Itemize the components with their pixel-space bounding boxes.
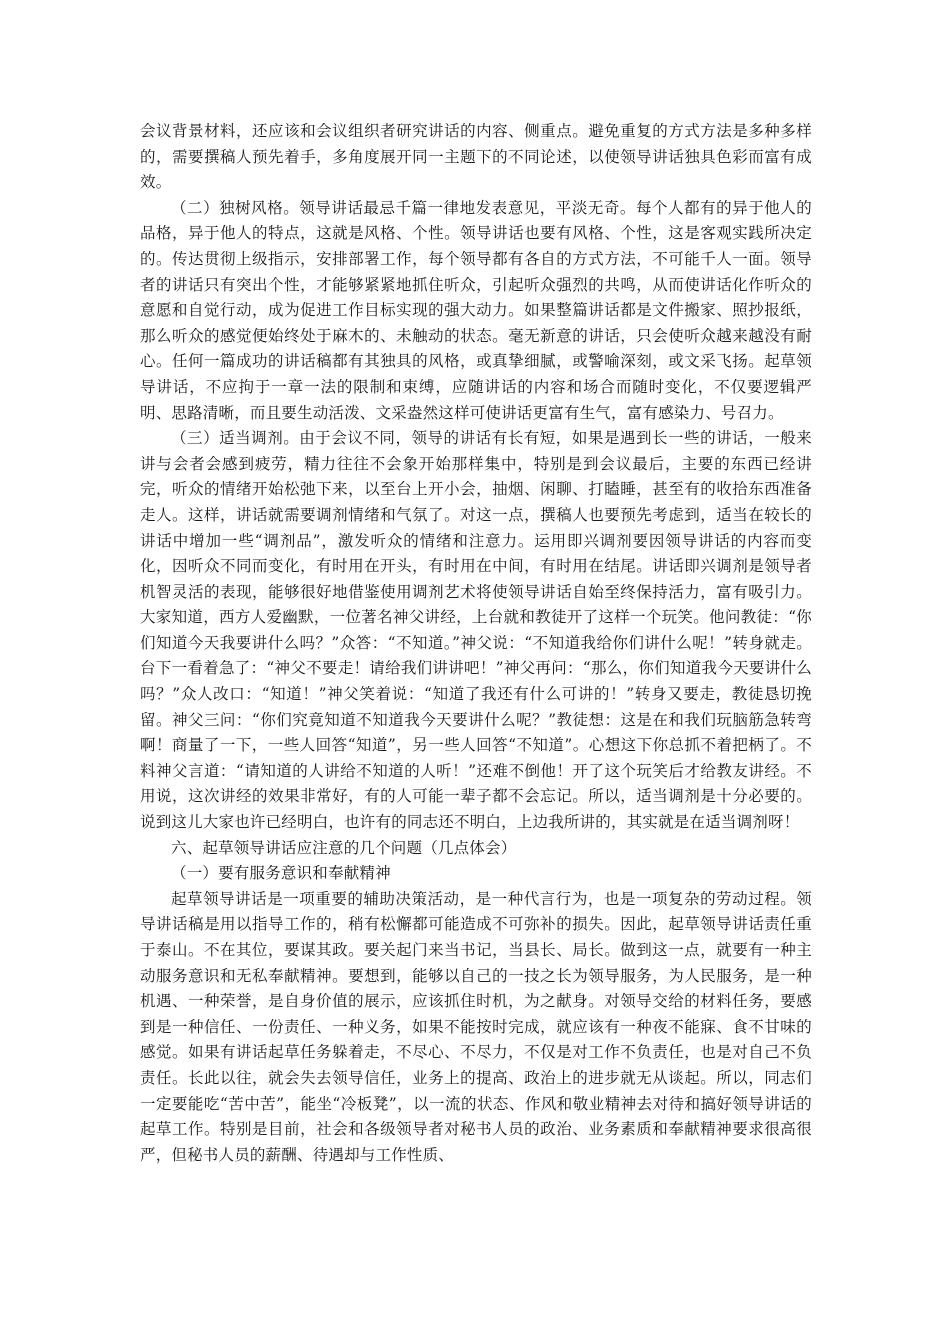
paragraph-appropriate-adjustment: （三）适当调剂。由于会议不同，领导的讲话有长有短，如果是遇到长一些的讲话，一般来讲与会者会感到疲劳，精力往往不会象开始那样集中，特别是到会议最后，主要的东西已经讲完，听众的情绪开始松弛下来，以至台上开小会，抽烟、闲聊、打瞌睡，甚至有的收拾东西准备走人。这样，讲话就需要调剂情绪和气氛了。对这一点，撰稿人也要预先考虑到，适当在较长的讲话中增加一些“调剂品”，激发听众的情绪和注意力。运用即兴调剂要因领导讲话的内容而变化，因听众不同而变化，有时用在开头，有时用在中间，有时用在结尾。讲话即兴调剂是领导者机智灵活的表现，能够很好地借鉴使用调剂艺术将使领导讲话自始至终保持活力，富有吸引力。大家知道，西方人爱幽默，一位著名神父讲经，上台就和教徒开了这样一个玩笑。他问教徒：“你们知道今天我要讲什么吗？”众答：“不知道。”神父说：“不知道我给你们讲什么呢！”转身就走。台下一看着急了：“神父不要走！请给我们讲讲吧！”神父再问：“那么，你们知道我今天要讲什么吗？”众人改口：“知道！”神父笑着说：“知道了我还有什么可讲的！”转身又要走，教徒恳切挽留。神父三问：“你们究竟知道不知道我今天要讲什么呢？”教徒想：这是在和我们玩脑筋急转弯啊！商量了一下，一些人回答“知道”，另一些人回答“不知道”。心想这下你总抓不着把柄了。不料神父言道：“请知道的人讲给不知道的人听！”还难不倒他！开了这个玩笑后才给教友讲经。不用说，这次讲经的效果非常好，有的人可能一辈子都不会忘记。所以，适当调剂是十分必要的。说到这儿大家也许已经明白，也许有的同志还不明白，上边我所讲的，其实就是在适当调剂呀！	[140, 429, 812, 832]
document-page	[140, 119, 812, 1168]
paragraph-unique-style: （二）独树风格。领导讲话最忌千篇一律地发表意见，平淡无奇。每个人都有的异于他人的品格，异于他人的特点，这就是风格、个性。领导讲话也要有风格、个性，这是客观实践所决定的。传达贯彻上级指示，安排部署工作，每个领导都有各自的方式方法，不可能千人一面。领导者的讲话只有突出个性，才能够紧紧地抓住听众，引起听众强烈的共鸣，从而使讲话化作听众的意愿和自觉行动，成为促进工作目标实现的强大动力。如果整篇讲话都是文件搬家、照抄报纸，那么听众的感觉便始终处于麻木的、未触动的状态。毫无新意的讲话，只会使听众越来越没有耐心。任何一篇成功的讲话稿都有其独具的风格，或真挚细腻，或警喻深刻，或文采飞扬。起草领导讲话，不应拘于一章一法的限制和束缚，应随讲话的内容和场合而随时变化，不仅要逻辑严明、思路清晰，而且要生动活泼、文采盎然这样可使讲话更富有生气，富有感染力、号召力。	[140, 198, 812, 422]
paragraph-service-dedication: 起草领导讲话是一项重要的辅助决策活动，是一种代言行为，也是一项复杂的劳动过程。领导讲话稿是用以指导工作的，稍有松懈都可能造成不可弥补的损失。因此，起草领导讲话责任重于泰山。不在其位，要谋其政。要关起门来当书记，当县长、局长。做到这一点，就要有一种主动服务意识和无私奉献精神。要想到，能够以自己的一技之长为领导服务，为人民服务，是一种机遇、一种荣誉，是自身价值的展示，应该抓住时机，为之献身。对领导交给的材料任务，要感到是一种信任、一份责任、一种义务，如果不能按时完成，就应该有一种夜不能寐、食不甘味的感觉。如果有讲话起草任务躲着走，不尽心、不尽力，不仅是对工作不负责任，也是对自己不负责任。长此以往，就会失去领导信任，业务上的提高、政治上的进步就无从谈起。所以，同志们一定要能吃“苦中苦”，能坐“冷板凳”，以一流的状态、作风和敬业精神去对待和搞好领导讲话的起草工作。特别是目前，社会和各级领导者对秘书人员的政治、业务素质和奉献精神要求很高很严，但秘书人员的薪酬、待遇却与工作性质、	[140, 889, 812, 1164]
subsection-heading-service: （一）要有服务意识和奉献精神	[171, 864, 391, 883]
paragraph-continuation: 会议背景材料，还应该和会议组织者研究讲话的内容、侧重点。避免重复的方式方法是多种多样的，需要撰稿人预先着手，多角度展开同一主题下的不同论述，以使领导讲话独具色彩而富有成效。	[140, 122, 812, 192]
section-heading-six: 六、起草领导讲话应注意的几个问题（几点体会）	[171, 838, 517, 857]
